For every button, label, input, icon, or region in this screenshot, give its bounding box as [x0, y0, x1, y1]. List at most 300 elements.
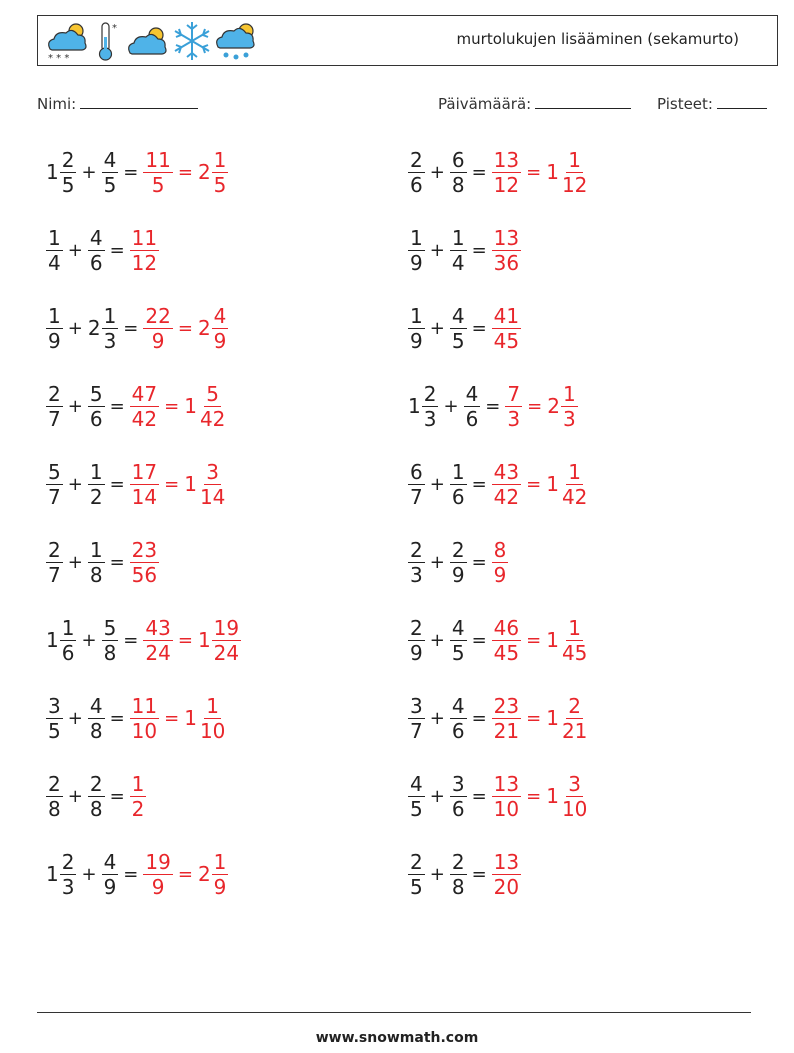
fraction — [130, 537, 159, 587]
fraction — [408, 303, 425, 353]
fraction — [450, 771, 467, 821]
header-box — [37, 15, 778, 66]
problem-item — [46, 454, 227, 514]
numerator: 1 — [562, 381, 576, 406]
fraction — [88, 459, 105, 509]
fraction — [408, 615, 425, 665]
numerator: 2 — [410, 537, 423, 562]
denominator: 7 — [410, 718, 423, 743]
addend-2 — [88, 771, 105, 821]
equals-sign: = — [177, 317, 193, 339]
denominator: 12 — [131, 250, 158, 275]
answer-improper — [492, 147, 521, 197]
answer-improper — [130, 537, 159, 587]
fraction — [60, 849, 77, 899]
numerator: 3 — [451, 771, 465, 796]
denominator: 8 — [451, 172, 465, 197]
numerator: 1 — [451, 225, 465, 250]
fraction — [143, 615, 172, 665]
fraction — [143, 303, 172, 353]
fraction — [408, 537, 425, 587]
equals-sign: = — [109, 473, 125, 495]
problem-item — [46, 142, 228, 202]
answer-mixed — [546, 693, 589, 743]
whole-number: 2 — [87, 316, 101, 340]
problem-item — [408, 532, 508, 592]
answer — [492, 147, 590, 197]
equals-sign: = — [471, 629, 487, 651]
addend-2 — [87, 303, 118, 353]
fraction — [560, 693, 589, 743]
snowflake-icon — [170, 19, 214, 63]
fraction — [46, 381, 63, 431]
denominator: 5 — [61, 172, 75, 197]
addend-1 — [46, 147, 76, 197]
whole-number: 1 — [184, 394, 197, 418]
addend-1 — [46, 771, 63, 821]
answer — [492, 849, 521, 899]
addend-1 — [46, 303, 63, 353]
answer-improper — [143, 849, 172, 899]
answer — [492, 459, 590, 509]
fraction — [130, 225, 159, 275]
fraction — [450, 615, 467, 665]
equals-sign: = — [471, 707, 487, 729]
fraction — [408, 849, 425, 899]
numerator: 1 — [131, 771, 145, 796]
answer-improper — [130, 381, 159, 431]
whole-number: 2 — [547, 394, 560, 418]
equals-sign: = — [109, 395, 125, 417]
fraction — [60, 147, 77, 197]
plus-sign: + — [429, 629, 445, 651]
denominator: 2 — [131, 796, 145, 821]
answer-mixed — [184, 381, 227, 431]
numerator: 19 — [145, 849, 171, 874]
denominator: 42 — [199, 406, 226, 431]
addend-2 — [450, 147, 467, 197]
answer-mixed — [546, 615, 589, 665]
numerator: 8 — [493, 537, 507, 562]
addend-2 — [102, 615, 119, 665]
plus-sign: + — [81, 629, 97, 651]
fraction — [46, 303, 63, 353]
equals-sign: = — [471, 317, 487, 339]
denominator: 10 — [199, 718, 226, 743]
numerator: 2 — [423, 381, 437, 406]
numerator: 1 — [61, 615, 75, 640]
addend-2 — [464, 381, 481, 431]
denominator: 10 — [493, 796, 520, 821]
denominator: 12 — [561, 172, 588, 197]
numerator: 4 — [103, 147, 117, 172]
denominator: 42 — [561, 484, 588, 509]
numerator: 19 — [213, 615, 240, 640]
numerator: 5 — [103, 615, 117, 640]
denominator: 7 — [410, 484, 423, 509]
answer-improper — [492, 693, 521, 743]
denominator: 20 — [493, 874, 520, 899]
plus-sign: + — [67, 707, 83, 729]
answer-improper — [130, 693, 159, 743]
denominator: 9 — [48, 328, 61, 353]
answer-improper — [492, 537, 509, 587]
numerator: 2 — [451, 849, 465, 874]
answer-mixed — [546, 147, 589, 197]
plus-sign: + — [81, 863, 97, 885]
equals-sign: = — [164, 473, 180, 495]
numerator: 5 — [89, 381, 103, 406]
denominator: 9 — [451, 562, 465, 587]
answer-improper — [130, 459, 159, 509]
fraction — [492, 615, 521, 665]
answer-improper — [492, 615, 521, 665]
answer — [492, 537, 509, 587]
denominator: 6 — [451, 484, 465, 509]
numerator: 47 — [131, 381, 158, 406]
fraction — [560, 615, 589, 665]
plus-sign: + — [443, 395, 459, 417]
numerator: 13 — [493, 147, 520, 172]
numerator: 4 — [451, 615, 465, 640]
plus-sign: + — [429, 317, 445, 339]
numerator: 4 — [103, 849, 117, 874]
date-field — [438, 94, 631, 113]
equals-sign: = — [471, 551, 487, 573]
numerator: 1 — [568, 615, 582, 640]
problem-item — [408, 142, 589, 202]
numerator: 1 — [213, 849, 227, 874]
fraction — [102, 147, 119, 197]
fraction — [492, 771, 521, 821]
denominator: 6 — [410, 172, 423, 197]
equals-sign: = — [164, 707, 180, 729]
answer — [130, 771, 147, 821]
addend-2 — [450, 459, 467, 509]
plus-sign: + — [429, 239, 445, 261]
fraction — [102, 303, 119, 353]
addend-2 — [88, 537, 105, 587]
fraction — [212, 615, 241, 665]
addend-1 — [46, 459, 63, 509]
denominator: 3 — [507, 406, 521, 431]
answer-mixed — [547, 381, 577, 431]
answer-improper — [492, 459, 521, 509]
denominator: 8 — [48, 796, 61, 821]
equals-sign: = — [123, 863, 139, 885]
denominator: 9 — [493, 562, 507, 587]
thermometer-icon — [92, 19, 126, 63]
answer — [143, 849, 228, 899]
answer-mixed — [184, 693, 227, 743]
plus-sign: + — [67, 239, 83, 261]
numerator: 11 — [131, 225, 158, 250]
numerator: 2 — [48, 771, 61, 796]
answer-improper — [505, 381, 522, 431]
addend-2 — [88, 693, 105, 743]
addend-2 — [102, 147, 119, 197]
answer-mixed — [546, 771, 589, 821]
fraction — [408, 459, 425, 509]
cloud-snow-icon — [42, 19, 92, 63]
score-label: Pisteet: — [657, 95, 713, 113]
numerator: 17 — [131, 459, 158, 484]
fraction — [46, 459, 63, 509]
numerator: 13 — [493, 771, 520, 796]
addend-2 — [450, 693, 467, 743]
answer-improper — [492, 303, 521, 353]
denominator: 9 — [410, 328, 423, 353]
fraction — [492, 849, 521, 899]
plus-sign: + — [429, 551, 445, 573]
fraction — [130, 693, 159, 743]
numerator: 2 — [568, 693, 582, 718]
numerator: 2 — [89, 771, 103, 796]
answer-mixed — [197, 849, 228, 899]
numerator: 2 — [410, 147, 423, 172]
whole-number: 1 — [197, 628, 211, 652]
equals-sign: = — [526, 629, 542, 651]
denominator: 14 — [131, 484, 158, 509]
numerator: 1 — [410, 303, 423, 328]
denominator: 45 — [493, 640, 520, 665]
fraction — [492, 693, 521, 743]
equals-sign: = — [123, 629, 139, 651]
denominator: 6 — [451, 796, 465, 821]
denominator: 4 — [48, 250, 61, 275]
equals-sign: = — [109, 551, 125, 573]
denominator: 8 — [89, 562, 103, 587]
numerator: 6 — [410, 459, 423, 484]
fraction — [450, 147, 467, 197]
equals-sign: = — [471, 863, 487, 885]
answer-mixed — [197, 303, 228, 353]
answer — [130, 693, 228, 743]
addend-1 — [46, 381, 63, 431]
problem-item — [408, 688, 589, 748]
denominator: 9 — [213, 874, 227, 899]
numerator: 7 — [507, 381, 521, 406]
equals-sign: = — [177, 161, 193, 183]
addend-1 — [408, 693, 425, 743]
fraction — [60, 615, 77, 665]
numerator: 1 — [213, 147, 227, 172]
problem-item — [408, 454, 589, 514]
addend-2 — [450, 615, 467, 665]
fraction — [143, 147, 172, 197]
problem-item — [408, 220, 521, 280]
numerator: 2 — [410, 615, 423, 640]
denominator: 9 — [151, 874, 165, 899]
denominator: 2 — [89, 484, 103, 509]
denominator: 5 — [410, 796, 423, 821]
equals-sign: = — [526, 473, 542, 495]
fraction — [130, 459, 159, 509]
numerator: 43 — [145, 615, 171, 640]
fraction — [560, 147, 589, 197]
whole-number: 1 — [546, 160, 559, 184]
fraction — [560, 771, 589, 821]
numerator: 6 — [451, 147, 465, 172]
denominator: 6 — [465, 406, 479, 431]
denominator: 7 — [48, 484, 61, 509]
answer — [492, 615, 590, 665]
denominator: 10 — [131, 718, 158, 743]
addend-1 — [46, 225, 63, 275]
addend-1 — [46, 849, 76, 899]
fraction — [464, 381, 481, 431]
problem-item — [46, 766, 146, 826]
addend-1 — [408, 771, 425, 821]
denominator: 6 — [89, 250, 103, 275]
plus-sign: + — [429, 707, 445, 729]
denominator: 45 — [561, 640, 588, 665]
score-field — [657, 94, 767, 113]
fraction — [492, 147, 521, 197]
equals-sign: = — [109, 707, 125, 729]
denominator: 8 — [89, 718, 103, 743]
problem-item — [46, 844, 228, 904]
weather-icons — [42, 18, 260, 64]
denominator: 8 — [89, 796, 103, 821]
whole-number: 1 — [46, 862, 59, 886]
fraction — [88, 693, 105, 743]
fraction — [88, 771, 105, 821]
answer — [492, 693, 590, 743]
fraction — [212, 147, 229, 197]
numerator: 3 — [410, 693, 423, 718]
addend-1 — [408, 225, 425, 275]
answer — [143, 147, 228, 197]
whole-number: 2 — [197, 316, 211, 340]
whole-number: 1 — [546, 628, 559, 652]
numerator: 43 — [493, 459, 520, 484]
equals-sign: = — [177, 863, 193, 885]
addend-1 — [408, 459, 425, 509]
numerator: 1 — [568, 459, 582, 484]
denominator: 21 — [561, 718, 588, 743]
plus-sign: + — [67, 551, 83, 573]
numerator: 4 — [410, 771, 423, 796]
numerator: 1 — [568, 147, 582, 172]
svg-text:* * *: * * * — [48, 53, 70, 63]
answer-mixed — [197, 615, 241, 665]
date-line[interactable] — [535, 94, 631, 109]
denominator: 9 — [151, 328, 165, 353]
addend-2 — [88, 459, 105, 509]
score-line[interactable] — [717, 94, 767, 109]
name-line[interactable] — [80, 94, 198, 109]
fraction — [450, 303, 467, 353]
denominator: 9 — [213, 328, 227, 353]
denominator: 10 — [561, 796, 588, 821]
numerator: 2 — [48, 381, 61, 406]
denominator: 5 — [48, 718, 61, 743]
addend-2 — [88, 225, 105, 275]
numerator: 13 — [493, 849, 520, 874]
addend-1 — [46, 693, 63, 743]
numerator: 3 — [206, 459, 220, 484]
denominator: 5 — [213, 172, 227, 197]
fraction — [143, 849, 172, 899]
problem-item — [408, 298, 521, 358]
equals-sign: = — [471, 473, 487, 495]
whole-number: 1 — [546, 706, 559, 730]
answer-improper — [130, 771, 147, 821]
answer-improper — [492, 849, 521, 899]
denominator: 5 — [451, 328, 465, 353]
equals-sign: = — [123, 317, 139, 339]
denominator: 21 — [493, 718, 520, 743]
equals-sign: = — [526, 707, 542, 729]
fraction — [505, 381, 522, 431]
fraction — [408, 225, 425, 275]
answer — [492, 771, 590, 821]
numerator: 4 — [89, 225, 103, 250]
numerator: 5 — [48, 459, 61, 484]
fraction — [560, 459, 589, 509]
denominator: 6 — [451, 718, 465, 743]
plus-sign: + — [67, 395, 83, 417]
denominator: 5 — [451, 640, 465, 665]
fraction — [198, 459, 227, 509]
denominator: 8 — [451, 874, 465, 899]
answer — [143, 303, 228, 353]
addend-2 — [450, 849, 467, 899]
plus-sign: + — [429, 863, 445, 885]
answer-mixed — [184, 459, 227, 509]
denominator: 6 — [89, 406, 103, 431]
fraction — [450, 693, 467, 743]
fraction — [46, 537, 63, 587]
denominator: 9 — [103, 874, 117, 899]
equals-sign: = — [485, 395, 501, 417]
cloud-sun-icon — [126, 19, 170, 63]
plus-sign: + — [67, 785, 83, 807]
denominator: 5 — [151, 172, 165, 197]
fraction — [46, 771, 63, 821]
denominator: 9 — [410, 250, 423, 275]
problem-item — [408, 766, 589, 826]
answer — [492, 225, 521, 275]
answer — [492, 303, 521, 353]
numerator: 41 — [493, 303, 520, 328]
denominator: 36 — [493, 250, 520, 275]
problem-item — [408, 844, 521, 904]
answer-improper — [492, 225, 521, 275]
denominator: 42 — [493, 484, 520, 509]
fraction — [408, 693, 425, 743]
equals-sign: = — [471, 785, 487, 807]
fraction — [88, 381, 105, 431]
problem-item — [408, 610, 589, 670]
numerator: 2 — [61, 849, 75, 874]
numerator: 4 — [451, 693, 465, 718]
denominator: 24 — [145, 640, 171, 665]
addend-1 — [408, 537, 425, 587]
addend-1 — [408, 147, 425, 197]
fraction — [212, 849, 229, 899]
addend-1 — [46, 615, 76, 665]
plus-sign: + — [67, 473, 83, 495]
fraction — [198, 381, 227, 431]
equals-sign: = — [164, 395, 180, 417]
fraction — [130, 381, 159, 431]
addend-1 — [408, 381, 438, 431]
equals-sign: = — [526, 161, 542, 183]
fraction — [88, 537, 105, 587]
answer — [130, 225, 159, 275]
